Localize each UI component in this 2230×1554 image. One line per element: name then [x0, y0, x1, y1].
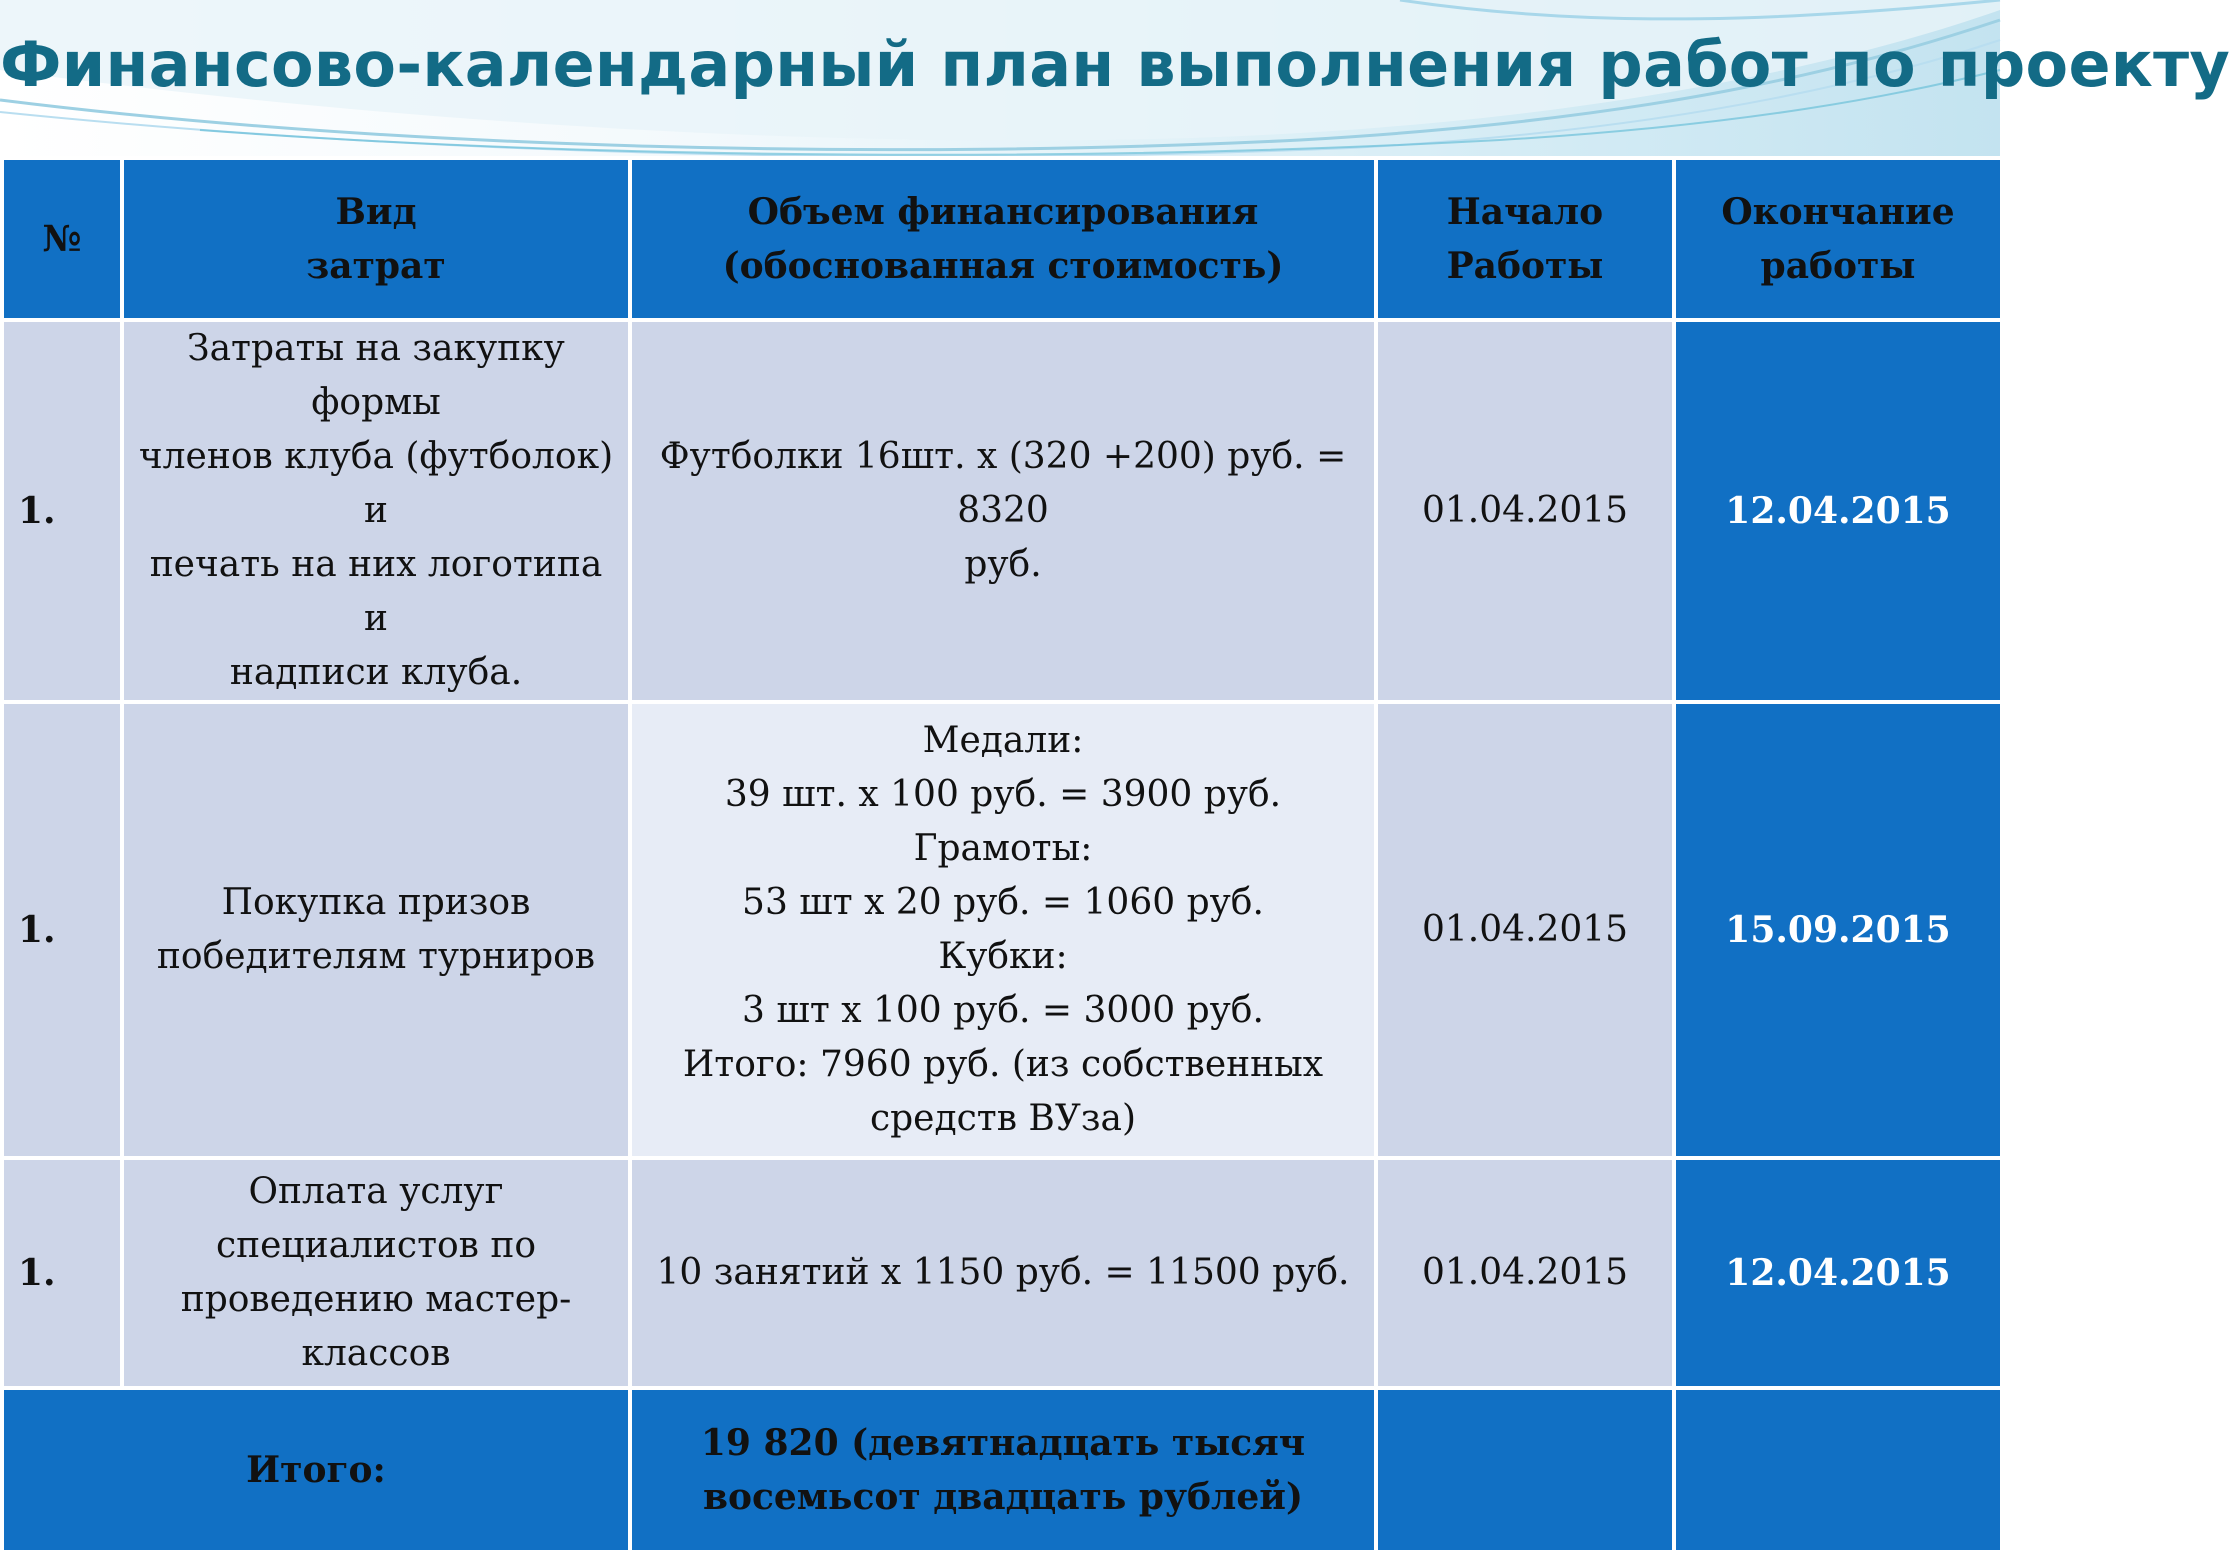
total-label: Итого:: [2, 1388, 630, 1552]
row-number: 1.: [2, 702, 122, 1158]
total-start-date: [1376, 1388, 1674, 1552]
header-cost-type: Вид затрат: [122, 158, 630, 320]
page-title: Финансово-календарный план выполнения работ по проекту: [0, 28, 2230, 101]
financial-plan-table: [0, 156, 2004, 1554]
row-start-date: 01.04.2015: [1376, 1158, 1674, 1388]
total-amount: 19 820 (девятнадцать тысяч восемьсот двадцать рублей): [630, 1388, 1376, 1552]
header-start-date: Начало Работы: [1376, 158, 1674, 320]
row-end-date: 15.09.2015: [1674, 702, 2002, 1158]
table-row: [2, 1158, 2002, 1388]
row-start-date: 01.04.2015: [1376, 320, 1674, 702]
table-header-row: [2, 158, 2002, 320]
table-row: [2, 320, 2002, 702]
row-cost-type: Покупка призов победителям турниров: [122, 702, 630, 1158]
row-number: 1.: [2, 1158, 122, 1388]
table-row: [2, 702, 2002, 1158]
row-funding-amount: Медали: 39 шт. х 100 руб. = 3900 руб. Грамоты: 53 шт х 20 руб. = 1060 руб. Кубки: 3 шт х 100 руб. = 3000 руб. Итого: 7960 руб. (из собственных средств ВУза): [630, 702, 1376, 1158]
header-number: №: [2, 158, 122, 320]
total-end-date: [1674, 1388, 2002, 1552]
header-funding-amount: Объем финансирования (обоснованная стоимость): [630, 158, 1376, 320]
row-start-date: 01.04.2015: [1376, 702, 1674, 1158]
row-funding-amount: 10 занятий х 1150 руб. = 11500 руб.: [630, 1158, 1376, 1388]
header-end-date: Окончание работы: [1674, 158, 2002, 320]
row-funding-amount: Футболки 16шт. х (320 +200) руб. = 8320 руб.: [630, 320, 1376, 702]
row-cost-type: Оплата услуг специалистов по проведению мастер- классов: [122, 1158, 630, 1388]
total-row: [2, 1388, 2002, 1552]
row-end-date: 12.04.2015: [1674, 1158, 2002, 1388]
row-cost-type: Затраты на закупку формы членов клуба (футболок) и печать на них логотипа и надписи клуба.: [122, 320, 630, 702]
row-end-date: 12.04.2015: [1674, 320, 2002, 702]
row-number: 1.: [2, 320, 122, 702]
